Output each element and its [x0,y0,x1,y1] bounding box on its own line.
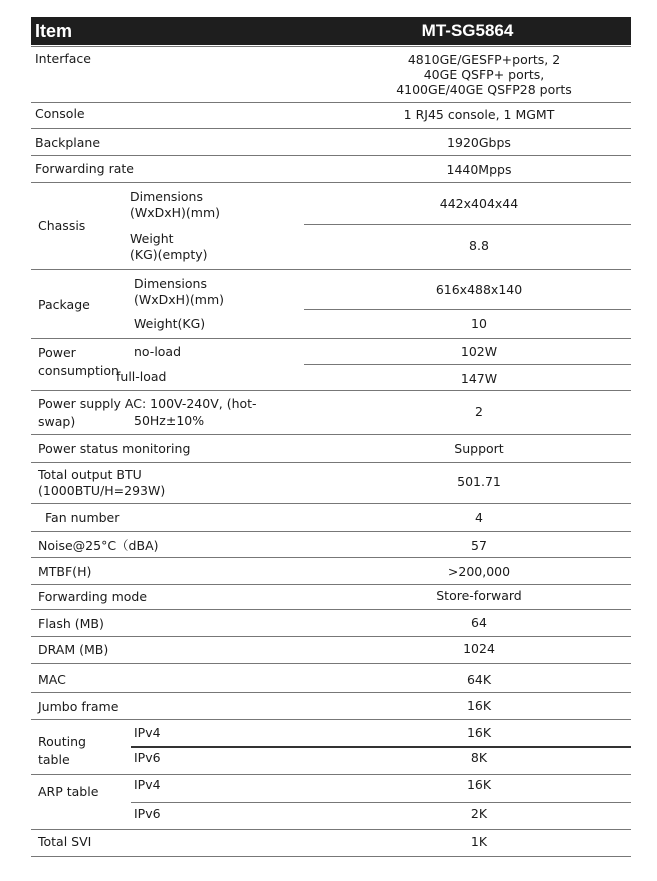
row-value: 16K [466,725,492,740]
row-label: MTBF(H) [38,564,92,579]
row-value: 1920Gbps [447,135,511,150]
row-value: 16K [466,698,492,713]
row-label: Jumbo frame [38,699,119,714]
row-value: 442x404x44 [439,196,519,211]
row-value: 57 [471,538,487,553]
row-value: 16K [466,777,492,792]
row-value: >200,000 [447,564,511,579]
row-label: Chassis [38,218,86,233]
row-value: 1440Mpps [446,162,512,177]
row-label: Flash (MB) [38,616,104,631]
row-label: Total SVI [38,834,92,849]
row-value: 1024 [463,641,495,656]
row-label: Total output BTU (1000BTU/H=293W) [38,467,166,498]
row-label: Power consumption [38,345,119,378]
row-value: Store-forward [436,588,522,603]
row-label: Power supply AC: 100V-240V, (hot- swap) [38,396,257,429]
sub-label: no-load [134,344,182,359]
row-value: 64K [466,672,492,687]
row-value: 1K [470,834,488,849]
row-value: 8.8 [469,238,489,253]
sub-label: IPv4 [134,777,161,792]
row-value: 2K [470,806,488,821]
sub-label: IPv6 [134,750,161,765]
sub-label: IPv4 [134,725,161,740]
sub-label: IPv6 [134,806,161,821]
header-item-label: Item [35,21,73,41]
row-value: 64 [471,615,487,630]
row-value: 10 [471,316,487,331]
sub-label: Dimensions (WxDxH)(mm) [130,189,221,220]
row-label: DRAM (MB) [38,642,109,657]
row-value: 102W [460,344,498,359]
row-value: 2 [475,404,483,419]
row-label: Power status monitoring [38,441,191,456]
row-label: Backplane [35,135,101,150]
row-value: 501.71 [457,474,501,489]
row-label: Interface [35,51,91,66]
sub-label: full-load [116,369,167,384]
row-label: Console [35,106,85,121]
row-value: 4810GE/GESFP+ports, 2 40GE QSFP+ ports, 4100GE/40GE QSFP28 ports [396,52,572,97]
row-value: 1 RJ45 console, 1 MGMT [403,107,555,122]
row-value: Support [454,441,504,456]
row-label: Routing table [38,734,86,767]
sub-label: Weight (KG)(empty) [130,231,208,262]
row-label: Forwarding rate [35,161,134,176]
row-label: Forwarding mode [38,589,148,604]
row-value: 147W [460,371,498,386]
row-value: 616x488x140 [435,282,523,297]
row-label: Package [38,297,90,312]
sub-label: Dimensions (WxDxH)(mm) [134,276,225,307]
sub-label: Weight(KG) [134,316,206,331]
row-value: 8K [470,750,488,765]
row-label: ARP table [38,784,99,799]
row-value: 4 [475,510,483,525]
row-label: MAC [38,672,66,687]
sub-label: 50Hz±10% [134,413,205,428]
row-label: Fan number [45,510,120,525]
row-label: Noise@25°C（dBA) [38,538,159,553]
header-model-label: MT-SG5864 [421,21,514,40]
